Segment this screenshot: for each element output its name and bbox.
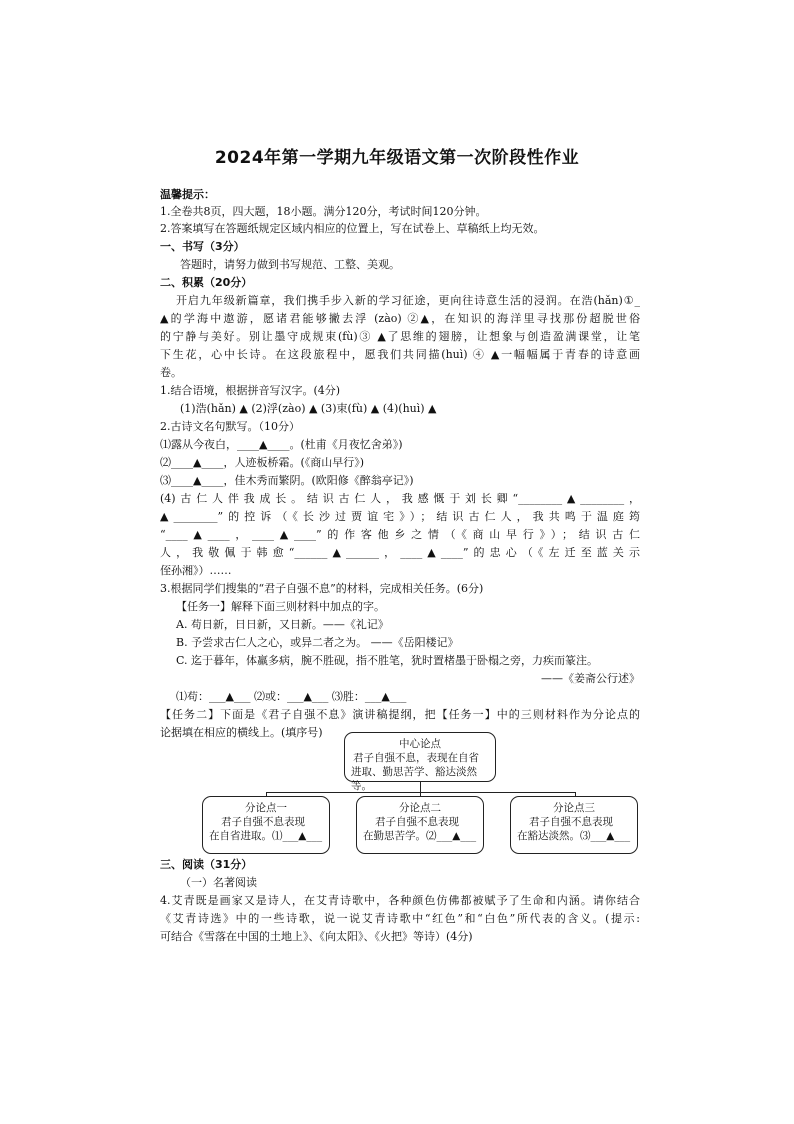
- sub-point-2-title: 分论点二: [399, 802, 441, 814]
- sub-point-1-title: 分论点一: [245, 802, 287, 814]
- question-4-line-2: 《艾青诗选》中的一些诗歌，说一说艾青诗歌中“红色”和“白色”所代表的含义。(提示:: [160, 912, 640, 925]
- question-2-item-4-line-3: “____▲____，____▲____”的作客他乡之情（《商山早行》）；结识古仁: [160, 528, 640, 541]
- question-2-item-2: ⑵____▲____，人迹板桥霜。(《商山早行》): [160, 456, 365, 469]
- material-b: B. 予尝求古仁人之心，或异二者之为。 ——《岳阳楼记》: [176, 636, 459, 649]
- sub-point-1-line-1: 君子自强不息表现: [221, 816, 305, 828]
- passage-line-4: 下生花，心中长诗。在这段旅程中，愿我们共同描(huì) ④ ▲一幅幅属于青春的诗意画: [160, 348, 640, 361]
- sub-point-3-line-2: 在豁达淡然。⑶___▲___: [517, 830, 631, 842]
- passage-line-1: 开启九年级新篇章，我们携手步入新的学习征途，更向往诗意生活的浸润。在浩(hǎn)①_: [176, 294, 640, 307]
- question-4-line-1: 4.艾青既是画家又是诗人，在艾青诗歌中，各种颜色仿佛都被赋予了生命和内涵。请你结合: [160, 894, 640, 907]
- task-1-blanks: ⑴苟：___▲___ ⑵或：___▲___ ⑶胜：___▲___: [176, 690, 407, 703]
- question-4-line-3: 可结合《雪落在中国的土地上》、《向太阳》、《火把》等诗）(4分): [160, 930, 473, 943]
- section-3-subheading: （一）名著阅读: [180, 876, 257, 889]
- question-1-blanks: (1)浩(hǎn) ▲ (2)浮(zào) ▲ (3)束(fù) ▲ (4)(huì) ▲: [180, 402, 437, 415]
- sub-point-1-box: [202, 796, 330, 854]
- sub-point-3-box: [510, 796, 638, 854]
- task-2-line-1: 【任务二】下面是《君子自强不息》演讲稿提纲，把【任务一】中的三则材料作为分论点的: [160, 708, 640, 721]
- section-1-heading: 一、书写（3分）: [160, 240, 245, 253]
- material-a: A. 苟日新，日日新，又日新。——《礼记》: [176, 618, 389, 631]
- sub-point-2-line-1: 君子自强不息表现: [375, 816, 459, 828]
- sub-point-2-box: [356, 796, 484, 854]
- central-thesis-title: 中心论点: [399, 738, 441, 750]
- question-2-item-1: ⑴露从今夜白，____▲____。(杜甫《月夜忆舍弟》): [160, 438, 403, 451]
- question-2-item-4-line-1: (4)古仁人伴我成长。结识古仁人，我感慨于刘长卿“________▲________，: [160, 492, 640, 505]
- tips-heading: 温馨提示：: [160, 188, 215, 201]
- sub-point-3-title: 分论点三: [553, 802, 595, 814]
- section-1-text: 答题时，请努力做到书写规范、工整、美观。: [180, 258, 400, 271]
- page-title: 2024年第一学期九年级语文第一次阶段性作业: [214, 148, 580, 168]
- passage-line-2: ▲的学海中遨游，愿诸君能够撇去浮 (zào) ②▲，在知识的海洋里寻找那份超脱世俗: [160, 312, 640, 325]
- central-thesis-box: [344, 732, 496, 792]
- tip-item-2: 2.答案填写在答题纸规定区域内相应的位置上，写在试卷上、草稿纸上均无效。: [160, 222, 545, 235]
- passage-line-3: 的宁静与美好。别让墨守成规束(fù)③ ▲了思维的翅膀，让想象与创造盈满课堂，让笔: [160, 330, 640, 343]
- section-3-heading: 三、阅读（31分）: [160, 858, 253, 871]
- sub-point-3-line-1: 君子自强不息表现: [529, 816, 613, 828]
- sub-point-2-line-2: 在勤思苦学。⑵___▲___: [363, 830, 477, 842]
- tip-item-1: 1.全卷共8页，四大题，18小题。满分120分，考试时间120分钟。: [160, 205, 487, 218]
- question-2-item-3: ⑶____▲____，佳木秀而繁阴。(欧阳修《醉翁亭记》): [160, 474, 414, 487]
- central-thesis-text-1: 君子自强不息，表现在自省: [353, 752, 479, 764]
- task-2-line-2: 论据填在相应的横线上。(填序号): [160, 726, 323, 739]
- question-2-item-4-line-4: 人，我敬佩于韩愈“______▲______，____▲____”的忠心（《左迁至蓝关示: [160, 546, 640, 559]
- question-3: 3.根据同学们搜集的“君子自强不息”的材料，完成相关任务。(6分): [160, 582, 484, 595]
- sub-point-1-line-2: 在自省进取。⑴___▲___: [209, 830, 323, 842]
- section-2-heading: 二、积累（20分）: [160, 276, 253, 289]
- question-2-item-4-line-2: ▲________”的控诉（《长沙过贾谊宅》）；结识古仁人，我共鸣于温庭筠: [160, 510, 640, 523]
- passage-line-5: 卷。: [160, 366, 182, 379]
- question-2-item-4-line-5: 侄孙湘》）……: [160, 564, 232, 577]
- material-c-source: ——《姜斋公行述》: [541, 672, 640, 685]
- question-2: 2.古诗文名句默写。（10分）: [160, 420, 300, 433]
- connector-stem: [420, 782, 421, 792]
- task-1-heading: 【任务一】解释下面三则材料中加点的字。: [176, 600, 385, 613]
- material-c: C. 迄于暮年，体羸多病，腕不胜砚，指不胜笔，犹时置楮墨于卧榻之旁，力疾而篆注。: [176, 654, 599, 667]
- question-1: 1.结合语境，根据拼音写汉字。(4分): [160, 384, 341, 397]
- central-thesis-text-2: 进取、勤思苦学、豁达淡然等。: [351, 766, 477, 792]
